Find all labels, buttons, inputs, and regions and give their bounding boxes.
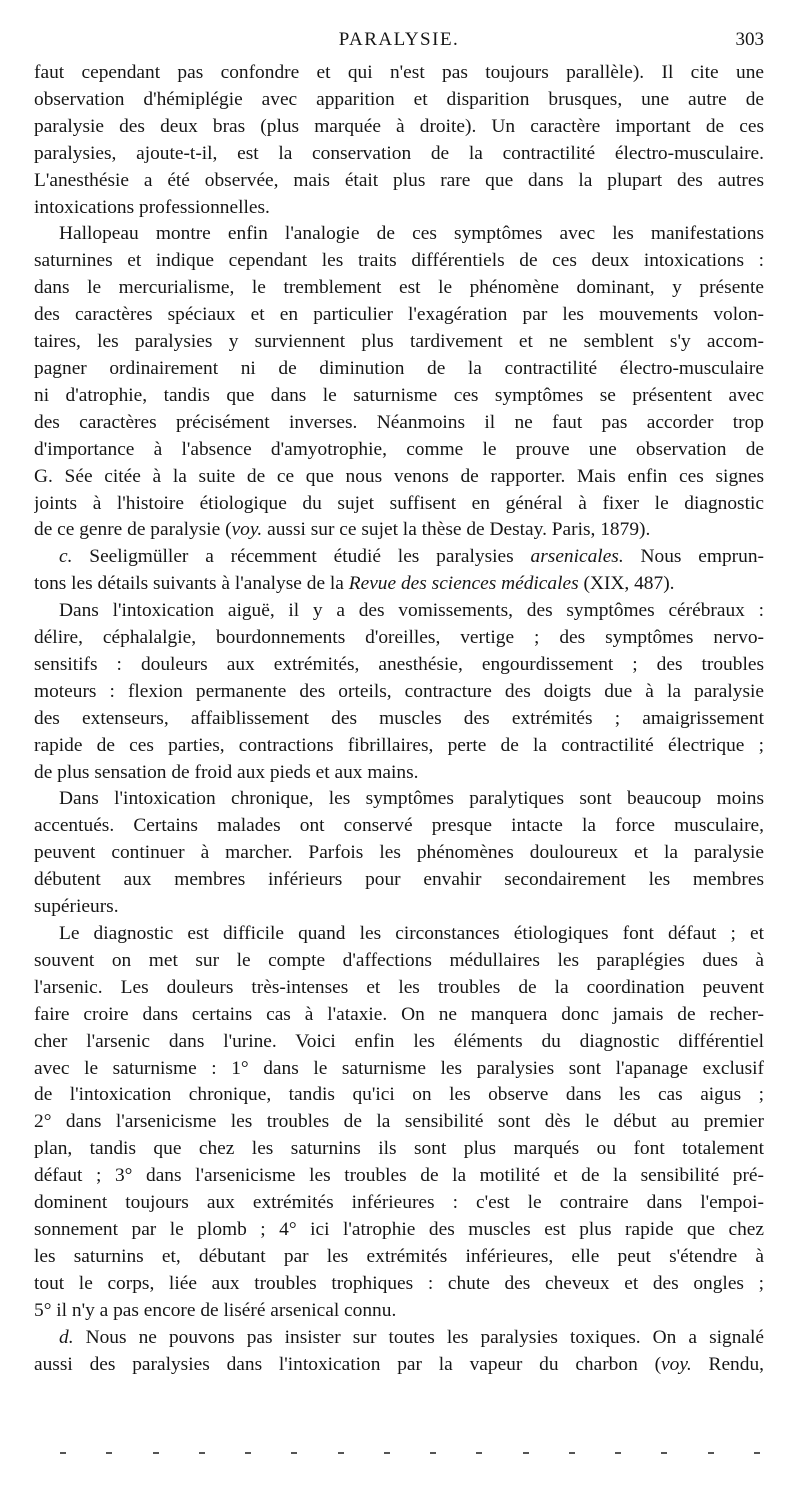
- text-line: souvent on met sur le compte d'affections médullaires les paraplégies dues à: [34, 949, 764, 971]
- text-line: dominent toujours aux extrémités inférieures : c'est le contraire dans l'empoi-: [34, 1192, 764, 1214]
- text-line: les saturnins et, débutant par les extrémités inférieures, elle peut s'étendre à: [34, 1245, 764, 1267]
- text-line: tout le corps, liée aux troubles trophiques : chute des cheveux et des ongles ;: [34, 1272, 764, 1294]
- footer-mark: [291, 1452, 297, 1454]
- page-header: [34, 29, 764, 55]
- footer-mark: [430, 1452, 436, 1454]
- footer-mark: [615, 1452, 621, 1454]
- text-line: pagner ordinairement ni de diminution de la contractilité électro-musculaire: [34, 357, 764, 379]
- text-line: joints à l'histoire étiologique du sujet suffisent en général à fixer le diagnostic: [34, 492, 764, 514]
- text-line: observation d'hémiplégie avec apparition et disparition brusques, une autre de: [34, 88, 764, 110]
- text-line: paralysies, ajoute-t-il, est la conservation de la contractilité électro-musculaire.: [34, 142, 764, 164]
- text-line: dans le mercurialisme, le tremblement est le phénomène dominant, y présente: [34, 277, 764, 299]
- text-line: cher l'arsenic dans l'urine. Voici enfin les éléments du diagnostic différentiel: [34, 1030, 764, 1052]
- page-number: 303: [735, 29, 764, 50]
- footer-mark: [245, 1452, 251, 1454]
- text-line: sensitifs : douleurs aux extrémités, anesthésie, engourdissement ; des troubles: [34, 653, 764, 675]
- text-line: des caractères précisément inverses. Néanmoins il ne faut pas accorder trop: [34, 411, 764, 433]
- footer-mark: [338, 1452, 344, 1454]
- text-line: tons les détails suivants à l'analyse de la Revue des sciences médicales (XIX, 487).: [34, 573, 675, 595]
- body-text: [34, 60, 764, 1378]
- text-line: de plus sensation de froid aux pieds et aux mains.: [34, 761, 419, 783]
- text-line: paralysie des deux bras (plus marquée à droite). Un caractère important de ces: [34, 115, 764, 137]
- footer-mark: [476, 1452, 482, 1454]
- text-line: moteurs : flexion permanente des orteils, contracture des doigts due à la paralysie: [34, 680, 764, 702]
- text-line: des extenseurs, affaiblissement des muscles des extrémités ; amaigrissement: [34, 707, 764, 729]
- text-line: L'anesthésie a été observée, mais était plus rare que dans la plupart des autres: [34, 169, 764, 191]
- text-line: d'importance à l'absence d'amyotrophie, comme le prouve une observation de: [34, 438, 764, 460]
- footer-mark: [569, 1452, 575, 1454]
- footer-mark: [754, 1452, 760, 1454]
- footer-mark: [153, 1452, 159, 1454]
- text-line: c. Seeligmüller a récemment étudié les paralysies arsenicales. Nous emprun-: [59, 546, 764, 568]
- text-line: supérieurs.: [34, 896, 119, 918]
- text-line: des caractères spéciaux et en particulier l'exagération par les mouvements volon-: [34, 304, 764, 326]
- footer-mark: [106, 1452, 112, 1454]
- text-line: Hallopeau montre enfin l'analogie de ces symptômes avec les manifestations: [59, 223, 764, 245]
- text-line: l'arsenic. Les douleurs très-intenses et les troubles de la coordination peuvent: [34, 976, 764, 998]
- text-line: d. Nous ne pouvons pas insister sur toutes les paralysies toxiques. On a signalé: [59, 1326, 764, 1348]
- text-line: taires, les paralysies y surviennent plus tardivement et ne semblent s'y accom-: [34, 331, 764, 353]
- text-line: 2° dans l'arsenicisme les troubles de la sensibilité sont dès le début au premier: [34, 1111, 764, 1133]
- text-line: peuvent continuer à marcher. Parfois les phénomènes douloureux et la paralysie: [34, 842, 764, 864]
- text-line: 5° il n'y a pas encore de liséré arsenical connu.: [34, 1299, 397, 1321]
- footer-mark: [661, 1452, 667, 1454]
- text-line: débutent aux membres inférieurs pour envahir secondairement les membres: [34, 869, 764, 891]
- text-line: ni d'atrophie, tandis que dans le saturnisme ces symptômes se présentent avec: [34, 384, 764, 406]
- text-line: aussi des paralysies dans l'intoxication par la vapeur du charbon (voy. Rendu,: [34, 1353, 764, 1375]
- text-line: faut cependant pas confondre et qui n'est pas toujours parallèle). Il cite une: [34, 62, 764, 83]
- text-line: Dans l'intoxication chronique, les symptômes paralytiques sont beaucoup moins: [59, 788, 764, 810]
- text-line: Dans l'intoxication aiguë, il y a des vomissements, des symptômes cérébraux :: [59, 600, 764, 622]
- text-line: délire, céphalalgie, bourdonnements d'oreilles, vertige ; des symptômes nervo-: [34, 627, 764, 649]
- text-line: faire croire dans certains cas à l'ataxie. On ne manquera donc jamais de recher-: [34, 1003, 764, 1025]
- running-head: PARALYSIE.: [338, 29, 460, 50]
- text-line: Le diagnostic est difficile quand les circonstances étiologiques font défaut ; et: [59, 923, 764, 944]
- text-line: saturnines et indique cependant les traits différentiels de ces deux intoxications :: [34, 250, 764, 272]
- text-line: rapide de ces parties, contractions fibrillaires, perte de la contractilité électrique ;: [34, 734, 764, 756]
- text-line: sonnement par le plomb ; 4° ici l'atrophie des muscles est plus rapide que chez: [34, 1218, 764, 1240]
- text-line: G. Sée citée à la suite de ce que nous venons de rapporter. Mais enfin ces signes: [34, 465, 764, 487]
- footer-mark: [199, 1452, 205, 1454]
- footer-marks: [60, 1452, 760, 1458]
- text-line: plan, tandis que chez les saturnins ils sont plus marqués ou font totalement: [34, 1138, 764, 1160]
- text-line: défaut ; 3° dans l'arsenicisme les troubles de la motilité et de la sensibilité pré-: [34, 1165, 764, 1187]
- text-line: de ce genre de paralysie (voy. aussi sur ce sujet la thèse de Destay. Paris, 1879).: [34, 519, 651, 541]
- text-line: intoxications professionnelles.: [34, 196, 270, 218]
- footer-mark: [708, 1452, 714, 1454]
- text-line: avec le saturnisme : 1° dans le saturnisme les paralysies sont l'apanage exclusif: [34, 1057, 764, 1079]
- footer-mark: [60, 1452, 66, 1454]
- footer-mark: [384, 1452, 390, 1454]
- footer-mark: [523, 1452, 529, 1454]
- text-line: accentués. Certains malades ont conservé presque intacte la force musculaire,: [34, 815, 764, 837]
- text-line: de l'intoxication chronique, tandis qu'ici on les observe dans les cas aigus ;: [34, 1084, 764, 1106]
